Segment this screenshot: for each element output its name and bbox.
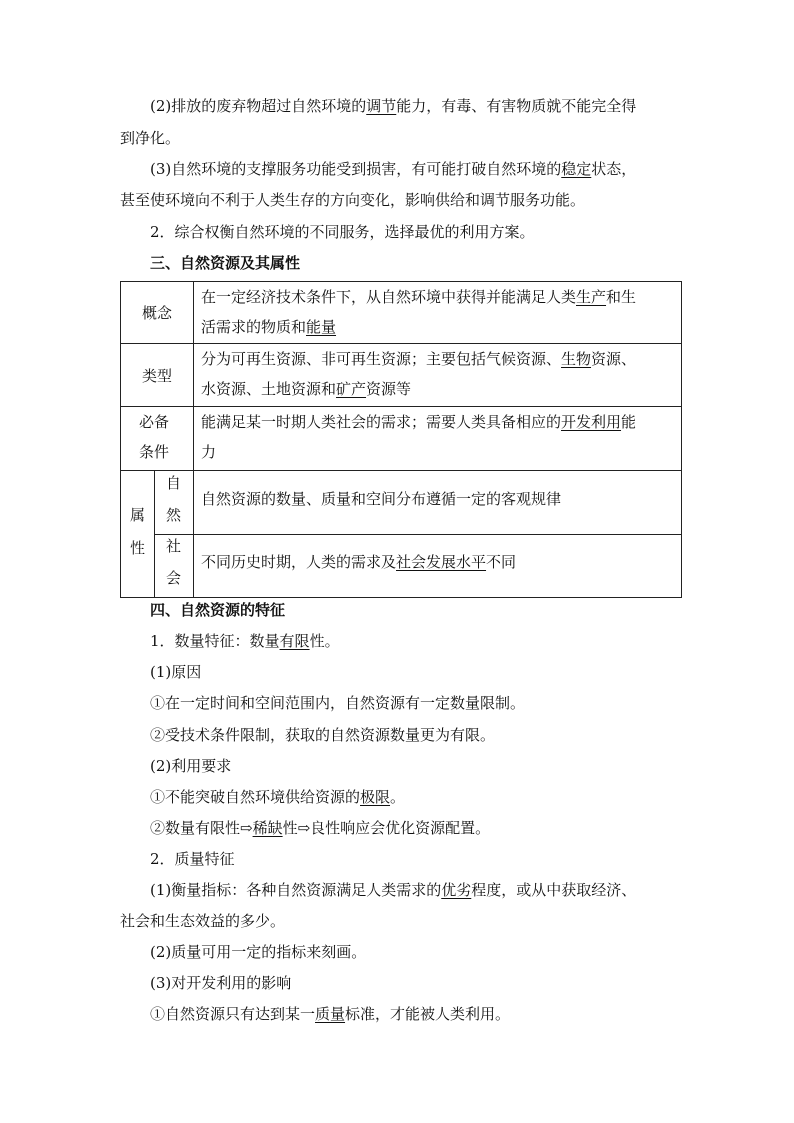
table-label-requirement-2: 条件 — [139, 443, 170, 461]
use-requirement-2: ②数量有限性⇨稀缺性⇨良性响应会优化资源配置。 — [150, 819, 491, 837]
quantity-feature-line: 1．数量特征：数量有限性。 — [150, 632, 340, 650]
quality-feature-heading: 2．质量特征 — [150, 850, 235, 868]
item-2-line: 2．综合权衡自然环境的不同服务，选择最优的利用方案。 — [150, 223, 535, 241]
quality-metric-line: (2)质量可用一定的指标来刻画。 — [150, 943, 367, 961]
use-requirement-1: ①不能突破自然环境供给资源的极限。 — [150, 788, 406, 806]
paragraph-3-line-1: (3)自然环境的支撑服务功能受到损害，有可能打破自然环境的稳定状态， — [150, 160, 637, 178]
table-label-requirement-1: 必备 — [139, 413, 170, 431]
quality-indicator-line-1: (1)衡量指标：各种自然资源满足人类需求的优劣程度，或从中获取经济、 — [150, 881, 637, 899]
table-concept-line-1: 在一定经济技术条件下，从自然环境中获得并能满足人类生产和生 — [201, 288, 637, 306]
paragraph-2-line-2: 到净化。 — [120, 129, 181, 147]
table-requirement-line-1: 能满足某一时期人类社会的需求；需要人类具备相应的开发利用能 — [201, 413, 637, 431]
paragraph-3-line-2: 甚至使环境向不利于人类生存的方向变化，影响供给和调节服务功能。 — [120, 191, 586, 209]
reason-item-2: ②受技术条件限制，获取的自然资源数量更为有限。 — [150, 726, 496, 744]
quality-indicator-line-2: 社会和生态效益的多少。 — [120, 912, 286, 930]
table-label-social-1: 社 — [166, 537, 182, 555]
table-concept-line-2: 活需求的物质和能量 — [201, 318, 337, 336]
paragraph-2-line-1: (2)排放的废弃物超过自然环境的调节能力，有毒、有害物质就不能完全得 — [150, 97, 637, 115]
table-requirement-line-2: 力 — [201, 443, 217, 461]
table-label-attribute-1: 属 — [130, 506, 146, 524]
table-label-natural-1: 自 — [166, 474, 182, 492]
development-impact-1: ①自然资源只有达到某一质量标准，才能被人类利用。 — [150, 1005, 511, 1023]
table-types-line-1: 分为可再生资源、非可再生资源；主要包括气候资源、生物资源、 — [201, 350, 637, 368]
reason-title: (1)原因 — [150, 663, 202, 681]
reason-item-1: ①在一定时间和空间范围内，自然资源有一定数量限制。 — [150, 694, 526, 712]
table-social-text: 不同历史时期，人类的需求及社会发展水平不同 — [201, 553, 517, 571]
use-requirement-title: (2)利用要求 — [150, 757, 232, 775]
section-4-heading: 四、自然资源的特征 — [150, 601, 286, 619]
section-3-heading: 三、自然资源及其属性 — [150, 254, 301, 272]
table-label-concept: 概念 — [141, 304, 172, 322]
table-types-line-2: 水资源、土地资源和矿产资源等 — [201, 380, 412, 398]
table-label-attribute-2: 性 — [130, 539, 146, 557]
table-label-social-2: 会 — [166, 569, 182, 587]
table-label-types: 类型 — [141, 366, 172, 385]
development-impact-title: (3)对开发利用的影响 — [150, 974, 292, 992]
table-natural-text: 自然资源的数量、质量和空间分布遵循一定的客观规律 — [201, 490, 562, 508]
table-label-natural-2: 然 — [166, 506, 182, 524]
